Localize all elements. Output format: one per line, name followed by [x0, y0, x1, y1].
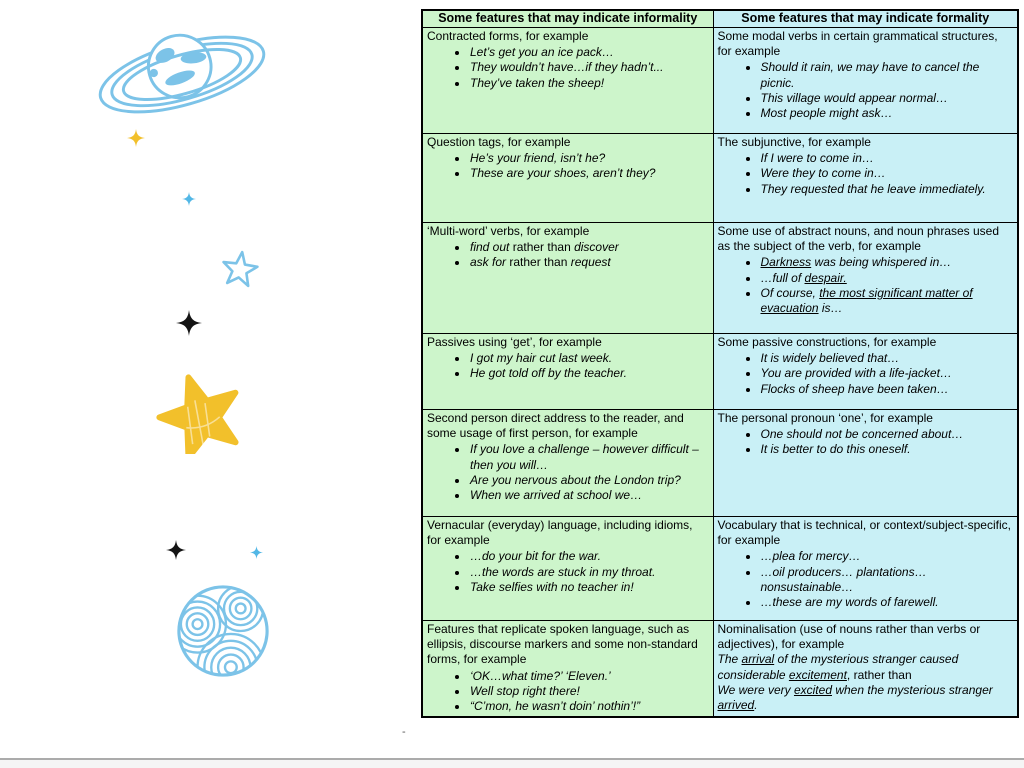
bullet-item [469, 473, 710, 488]
cell-title: Passives using ‘get’, for example [427, 335, 602, 349]
text-segment: You are provided with a life-jacket… [760, 366, 952, 381]
text-segment: I got my hair cut last week. [470, 351, 613, 366]
text-segment: rather than [509, 240, 575, 255]
table-cell-informality [422, 134, 713, 223]
bullet-item [469, 351, 710, 366]
bullet-list [718, 549, 1015, 610]
text-segment: the most significant matter of evacuation [760, 285, 973, 316]
text-segment: “C’mon, he wasn’t doin’ nothin’!” [470, 699, 641, 714]
text-segment: ask for [470, 255, 507, 270]
bullet-list [427, 442, 710, 503]
bullet-item [469, 166, 710, 181]
text-segment: discover [574, 240, 619, 255]
cell-title: Features that replicate spoken language, such as ellipsis, discourse markers and some non-standard forms, for example [427, 622, 698, 667]
table-cell-informality [422, 410, 713, 517]
text-segment: They requested that he leave immediately. [760, 181, 986, 196]
sparkle-blue-icon [182, 192, 196, 206]
cell-title: The personal pronoun ‘one’, for example [717, 411, 933, 425]
bullet-item [760, 549, 1015, 564]
cell-title: Vocabulary that is technical, or context/subject-specific, for example [717, 518, 1011, 548]
bullet-item [760, 271, 1015, 286]
header-informality: Some features that may indicate informality [422, 10, 713, 28]
text-segment: It is widely believed that… [760, 351, 900, 366]
bullet-item [760, 166, 1015, 181]
text-segment: He’s your friend, isn’t he? [470, 151, 606, 166]
bullet-item [760, 151, 1015, 166]
bullet-item [469, 45, 710, 60]
table-cell-formality [713, 223, 1018, 334]
text-segment: Are you nervous about the London trip? [470, 472, 681, 487]
formality-comparison-table [421, 9, 1019, 718]
table-row [422, 334, 1018, 410]
text-segment: when the mysterious stranger [832, 682, 993, 697]
star-outline-icon [220, 248, 260, 288]
text-segment: excited [793, 682, 832, 697]
bullet-item [469, 565, 710, 580]
text-segment: If I were to come in… [760, 151, 874, 166]
table-cell-formality [713, 517, 1018, 621]
header-formality: Some features that may indicate formality [713, 10, 1018, 28]
text-segment: Most people might ask… [760, 106, 893, 121]
bullet-list [427, 45, 710, 91]
text-segment: One should not be concerned about… [760, 427, 964, 442]
bullet-item [760, 60, 1015, 90]
text-segment: of the mysterious stranger caused considerable [717, 652, 959, 682]
text-segment: …full of [760, 270, 805, 285]
text-segment: We were very [717, 682, 794, 697]
bullet-list [427, 240, 710, 270]
cell-title: Some use of abstract nouns, and noun phrases used as the subject of the verb, for example [717, 224, 1000, 254]
text-segment: Flocks of sheep have been taken… [760, 381, 949, 396]
bullet-item [469, 151, 710, 166]
table-cell-formality [713, 28, 1018, 134]
text-segment: …plea for mercy… [760, 549, 861, 564]
table-cell-formality [713, 134, 1018, 223]
text-segment: Let’s get you an ice pack… [470, 45, 614, 60]
cell-title: ‘Multi-word’ verbs, for example [427, 224, 590, 238]
text-segment: arrived [717, 698, 755, 713]
bullet-list [427, 151, 710, 181]
viewer-bottom-area [0, 760, 1024, 768]
table-cell-informality [422, 28, 713, 134]
text-segment: Darkness [760, 255, 812, 270]
text-segment: excitement [788, 667, 847, 682]
text-segment: …do your bit for the war. [470, 549, 601, 564]
bullet-item [469, 669, 710, 684]
text-segment: is… [818, 301, 843, 316]
bullet-item [469, 684, 710, 699]
text-segment: Take selfies with no teacher in! [470, 579, 634, 594]
sparkle-blue-tiny-icon [250, 546, 263, 559]
bullet-item [469, 366, 710, 381]
text-segment: Well stop right there! [470, 683, 580, 698]
bullet-list [718, 427, 1015, 457]
sparkle-black-icon [176, 310, 202, 336]
table-cell-informality [422, 334, 713, 410]
cell-title: Second person direct address to the reader, and some usage of first person, for example [427, 411, 684, 441]
bullet-item [760, 106, 1015, 121]
text-segment: Of course, [760, 285, 820, 300]
text-segment: Should it rain, we may have to cancel the picnic. [760, 60, 980, 90]
cell-title: Nominalisation (use of nouns rather than verbs or adjectives), for example [717, 622, 981, 652]
text-segment: They wouldn’t have…if they hadn’t... [470, 60, 664, 75]
cell-title: Vernacular (everyday) language, including idioms, for example [427, 518, 693, 548]
bullet-list [718, 151, 1015, 197]
bullet-item [469, 240, 710, 255]
bullet-item [760, 91, 1015, 106]
text-segment: …these are my words of farewell. [760, 595, 939, 610]
star-filled-yellow-icon [153, 372, 247, 454]
text-segment: They’ve taken the sheep! [470, 75, 605, 90]
text-segment: It is better to do this oneself. [760, 442, 911, 457]
table-header-row [422, 10, 1018, 28]
text-segment: Were they to come in… [760, 166, 886, 181]
bullet-item [760, 255, 1015, 270]
table-cell-informality [422, 621, 713, 718]
bullet-list [427, 351, 710, 381]
bullet-item [469, 580, 710, 595]
text-segment: arrival [741, 652, 775, 667]
text-segment: was being whispered in… [811, 255, 952, 270]
text-segment: despair. [804, 270, 847, 285]
table-cell-formality [713, 410, 1018, 517]
table-row [422, 410, 1018, 517]
table-row [422, 28, 1018, 134]
cell-title: Question tags, for example [427, 135, 571, 149]
bullet-item [760, 595, 1015, 610]
cell-paragraph [718, 652, 1015, 682]
cell-title: Contracted forms, for example [427, 29, 589, 43]
text-segment: request [570, 255, 611, 270]
cell-title: Some passive constructions, for example [717, 335, 937, 349]
bullet-item [760, 382, 1015, 397]
bullet-item [469, 699, 710, 714]
text-segment: He got told off by the teacher. [470, 366, 627, 381]
text-segment: This village would appear normal… [760, 90, 948, 105]
table-cell-formality [713, 334, 1018, 410]
bullet-item [469, 549, 710, 564]
bullet-item [469, 60, 710, 75]
bullet-item [760, 427, 1015, 442]
bullet-list [718, 351, 1015, 397]
bullet-item [760, 351, 1015, 366]
text-segment: These are your shoes, aren’t they? [470, 166, 656, 181]
text-segment: If you love a challenge – however difficult – then you will… [470, 442, 699, 472]
text-segment: ‘OK…what time?’ ‘Eleven.’ [470, 668, 611, 683]
bullet-item [469, 442, 710, 472]
table-row [422, 517, 1018, 621]
patterned-sphere-icon [174, 579, 272, 683]
text-segment: rather than [506, 255, 571, 270]
text-segment: find out [470, 240, 510, 255]
cell-paragraph [718, 683, 1015, 713]
table-cell-informality [422, 223, 713, 334]
text-segment: …oil producers… plantations… nonsustainable… [760, 564, 927, 594]
table-cell-formality [713, 621, 1018, 718]
bullet-item [760, 442, 1015, 457]
bullet-item [760, 182, 1015, 197]
bullet-list [718, 60, 1015, 121]
text-segment: …the words are stuck in my throat. [470, 564, 656, 579]
table-row [422, 223, 1018, 334]
table-cell-informality [422, 517, 713, 621]
bullet-item [760, 366, 1015, 381]
text-segment: . [754, 698, 758, 713]
text-segment: When we arrived at school we… [470, 488, 643, 503]
bullet-item [469, 488, 710, 503]
bullet-item [760, 286, 1015, 316]
bullet-item [469, 76, 710, 91]
bullet-item [760, 565, 1015, 595]
stray-mark: - [402, 726, 406, 738]
sparkle-yellow-icon [127, 129, 145, 147]
saturn-planet-icon [90, 22, 274, 127]
bullet-list [427, 549, 710, 595]
bullet-list [718, 255, 1015, 316]
text-segment: The [717, 652, 742, 667]
cell-title: The subjunctive, for example [717, 135, 871, 149]
sparkle-black-small-icon [166, 540, 186, 560]
table-row [422, 621, 1018, 718]
text-segment: , rather than [846, 667, 912, 682]
table-row [422, 134, 1018, 223]
bullet-list [427, 669, 710, 715]
bullet-item [469, 255, 710, 270]
cell-title: Some modal verbs in certain grammatical structures, for example [717, 29, 998, 59]
table-body [422, 28, 1018, 718]
